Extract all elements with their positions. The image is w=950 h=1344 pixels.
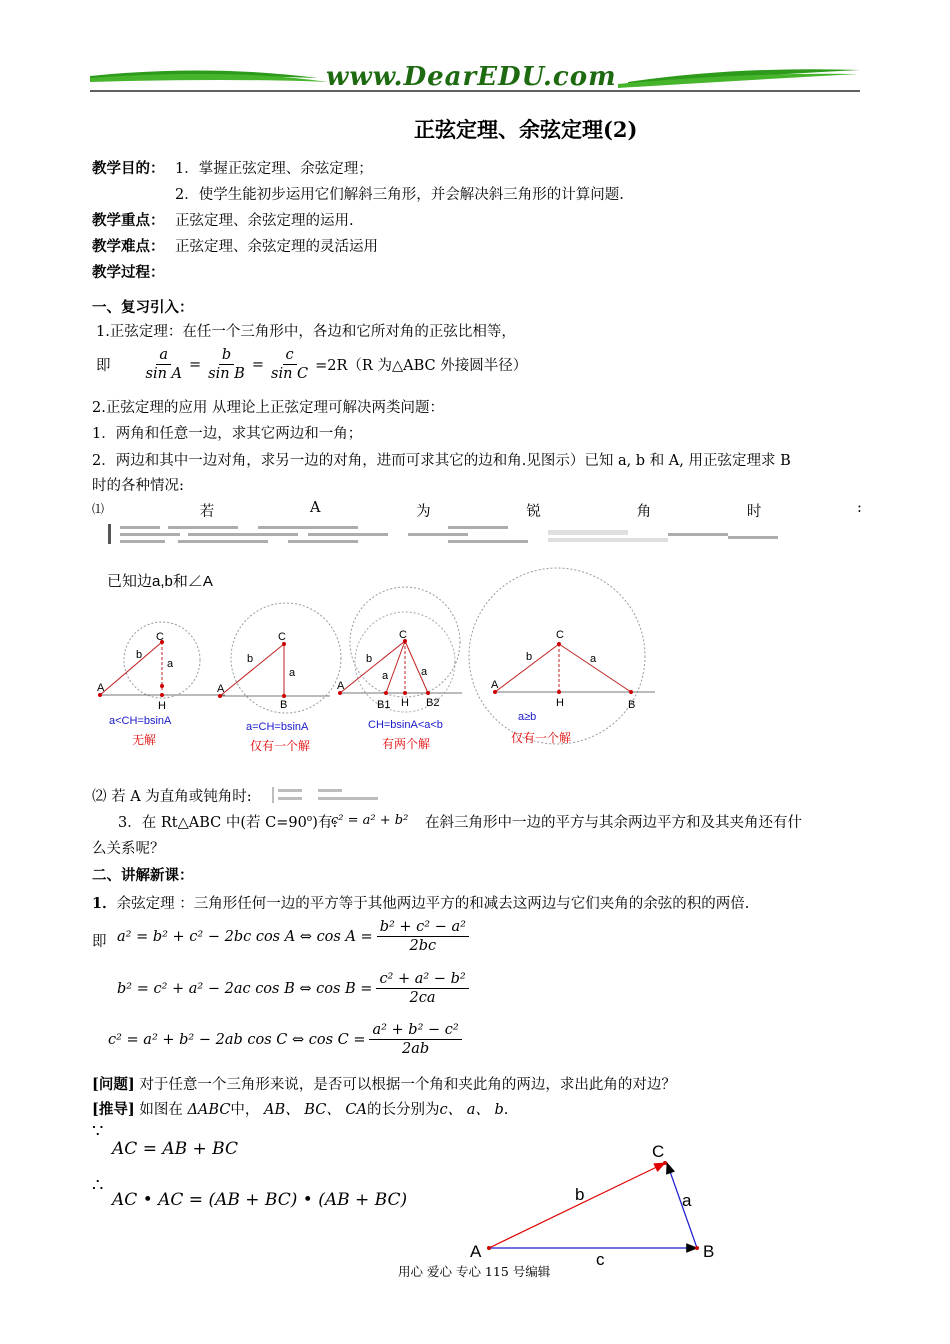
eq-left: c² = a² + b² − 2ab cos C ⇔ cos C = [108,1031,366,1048]
side-b [220,644,284,696]
process-label: 教学过程： [92,264,165,281]
label-B1: B1 [377,699,391,711]
fraction-c [268,346,311,383]
eq-fraction [377,918,469,955]
obtuse-case-text: ⑵ 若 A 为直角或钝角时: [92,789,252,805]
rt-suffix: )有: [312,815,338,831]
acute-word: A [309,500,321,516]
label-a: a [421,666,428,678]
radius-circle [469,568,645,744]
fraction-a [143,346,186,383]
panel-2-condition: a=CH=bsinA [246,721,309,733]
label-A: A [491,679,499,691]
cosine-law-number: 1． [92,895,117,912]
denominator: 2ca [409,990,436,1006]
label-B: B [628,699,636,711]
obtuse-case-blurred [272,785,392,805]
label-H: H [401,697,409,709]
panel-3-diagram [337,587,462,751]
label-b: b [136,649,143,661]
case-2-text: 2．两边和其中一边对角，求另一边的对角，进而可求其它的边和角.见图示）已知 a, b 和 A, 用正弦定理求 B [92,453,791,469]
derive-sides: AB、 BC、 CA [264,1102,367,1118]
acute-word: 为 [416,504,431,520]
page-title: 正弦定理、余弦定理(2) [414,117,638,142]
vector-equation-2: AC • AC = (AB + BC) • (AB + BC) [112,1190,408,1210]
difficulty-label: 教学难点： [92,238,165,255]
acute-word: 若 [199,504,215,520]
side-b [100,642,162,695]
rt-triangle-line [118,811,337,832]
label-H: H [158,700,166,712]
acute-word: 时 [746,504,762,520]
panel-4-result: 仅有一个解 [511,731,572,745]
rt-prefix: 3．在 Rt△ABC 中(若 C=90 [118,815,307,831]
cosine-law-line [92,892,749,913]
side-a [559,644,631,692]
acute-word: 角 [636,504,652,520]
denominator: sin B [208,366,245,382]
label-a: a [590,653,597,665]
cosine-eq-1 [117,918,469,955]
derive-pre: 如图在 [139,1102,183,1118]
numerator: b² + c² − a² [377,918,469,937]
page-footer: 用心 爱心 专心 115 号编辑 [398,1264,551,1279]
figure-title: 已知边a,b和∠A [107,573,213,590]
label-A: A [337,680,345,692]
label-b: b [247,653,254,665]
site-logo-text: www.DearEDU.com [326,62,617,92]
label-a: a [382,670,389,682]
objective-item: 2．使学生能初步运用它们解斜三角形，并会解决斜三角形的计算问题. [175,187,624,203]
label-A: A [217,683,225,695]
vector-label-a: a [682,1191,692,1210]
degree-mark: o [306,814,313,825]
because-symbol: ∵ [92,1121,104,1142]
equals-sign: = [251,356,264,373]
question-tag: [问题] [92,1076,135,1093]
denominator: 2ab [402,1041,430,1057]
cosine-eq-3 [108,1021,462,1058]
sine-law-formula [96,346,527,383]
therefore-symbol: ∴ [92,1175,104,1196]
question-text: 对于任意一个三角形来说，是否可以根据一个角和夹此角的两边，求出此角的对边？ [139,1077,676,1093]
denominator: 2bc [409,938,437,954]
difficulty-text: 正弦定理、余弦定理的灵活运用 [175,239,378,255]
key-point-text: 正弦定理、余弦定理的运用. [175,213,354,229]
key-point-label: 教学重点： [92,212,165,229]
panel-1-result: 无解 [132,733,157,747]
numerator: c [283,346,297,365]
application-text: 2.正弦定理的应用 从理论上正弦定理可解决两类问题： [92,400,444,416]
acute-case-number: ⑴ [92,502,105,516]
case-2-text-cont: 时的各种情况: [92,478,184,494]
numerator: a² + b² − c² [369,1021,461,1040]
numerator: b [219,346,234,365]
acute-cases-figure [90,562,670,762]
eq-fraction [369,1021,461,1058]
label-b: b [526,651,533,663]
acute-case-line [92,500,862,521]
label-b: b [366,653,373,665]
blurred-table-strip [108,522,788,546]
vector-label-A: A [470,1242,482,1261]
panel-2-result: 仅有一个解 [250,739,311,753]
derive-tag: [推导] [92,1101,135,1118]
label-B: B [280,699,288,711]
objectives-label: 教学目的： [92,160,165,177]
acute-word: : [857,500,862,516]
label-a: a [167,658,174,670]
vector-triangle-figure [465,1138,725,1278]
label-C: C [556,629,564,641]
question-line [92,1073,676,1094]
rt-question-cont: 么关系呢？ [92,841,165,857]
site-header [88,62,862,96]
cosine-eq-2 [117,970,469,1007]
review-heading: 一、复习引入： [92,299,194,316]
derive-line [92,1098,508,1119]
panel-3-condition: CH=bsinA<a<b [368,719,443,731]
formula-tail: =2R（R 为△ABC 外接圆半径） [315,358,528,374]
denominator: sin A [145,366,182,382]
derive-triangle: ΔABC [187,1102,231,1118]
vector-label-c: c [596,1250,605,1269]
derive-mid: 中， [230,1102,260,1118]
acute-word: 锐 [526,504,541,520]
ji-label: 即 [96,358,111,374]
pythagorean-formula: c² = a² + b² [331,813,409,828]
sine-law-text: 1.正弦定理：在任一个三角形中，各边和它所对角的正弦比相等， [96,324,516,340]
eq-left: a² = b² + c² − 2bc cos A ⇔ cos A = [117,928,373,945]
derive-values: c、 a、 b. [439,1102,509,1118]
cosine-law-text: 余弦定理 ：三角形任何一边的平方等于其他两边平方的和减去这两边与它们夹角的余弦的积的两倍. [116,896,750,912]
numerator: a [156,346,171,365]
vector-label-b: b [575,1185,585,1204]
label-A: A [97,682,105,694]
panel-1-diagram [97,622,225,747]
fraction-b [205,346,248,383]
vector-equation-1: AC = AB + BC [112,1139,238,1159]
label-C: C [278,631,286,643]
ji-label-2: 即 [92,934,107,950]
panel-3-result: 有两个解 [382,737,431,751]
panel-2-diagram [217,603,341,753]
rt-question: 在斜三角形中一边的平方与其余两边平方和及其夹角还有什 [425,815,802,831]
eq-left: b² = c² + a² − 2ac cos B ⇔ cos B = [117,980,373,997]
derive-post: 的长分别为 [366,1102,440,1118]
panel-1-condition: a<CH=bsinA [109,715,172,727]
vector-label-C: C [652,1142,665,1161]
eq-fraction [376,970,468,1007]
panel-4-diagram [469,568,655,745]
label-C: C [156,631,164,643]
panel-4-condition: a≥b [518,711,537,723]
vector-label-B: B [703,1242,715,1261]
equals-sign: = [189,356,202,373]
vector-b [489,1163,665,1248]
case-1-text: 1．两角和任意一边，求其它两边和一角； [92,426,363,442]
denominator: sin C [271,366,309,382]
label-H: H [556,697,564,709]
numerator: c² + a² − b² [376,970,468,989]
label-a: a [289,667,296,679]
objective-item: 1．掌握正弦定理、余弦定理； [175,161,373,177]
label-C: C [399,629,407,641]
label-B2: B2 [426,697,440,709]
new-lesson-heading: 二、讲解新课： [92,867,194,884]
